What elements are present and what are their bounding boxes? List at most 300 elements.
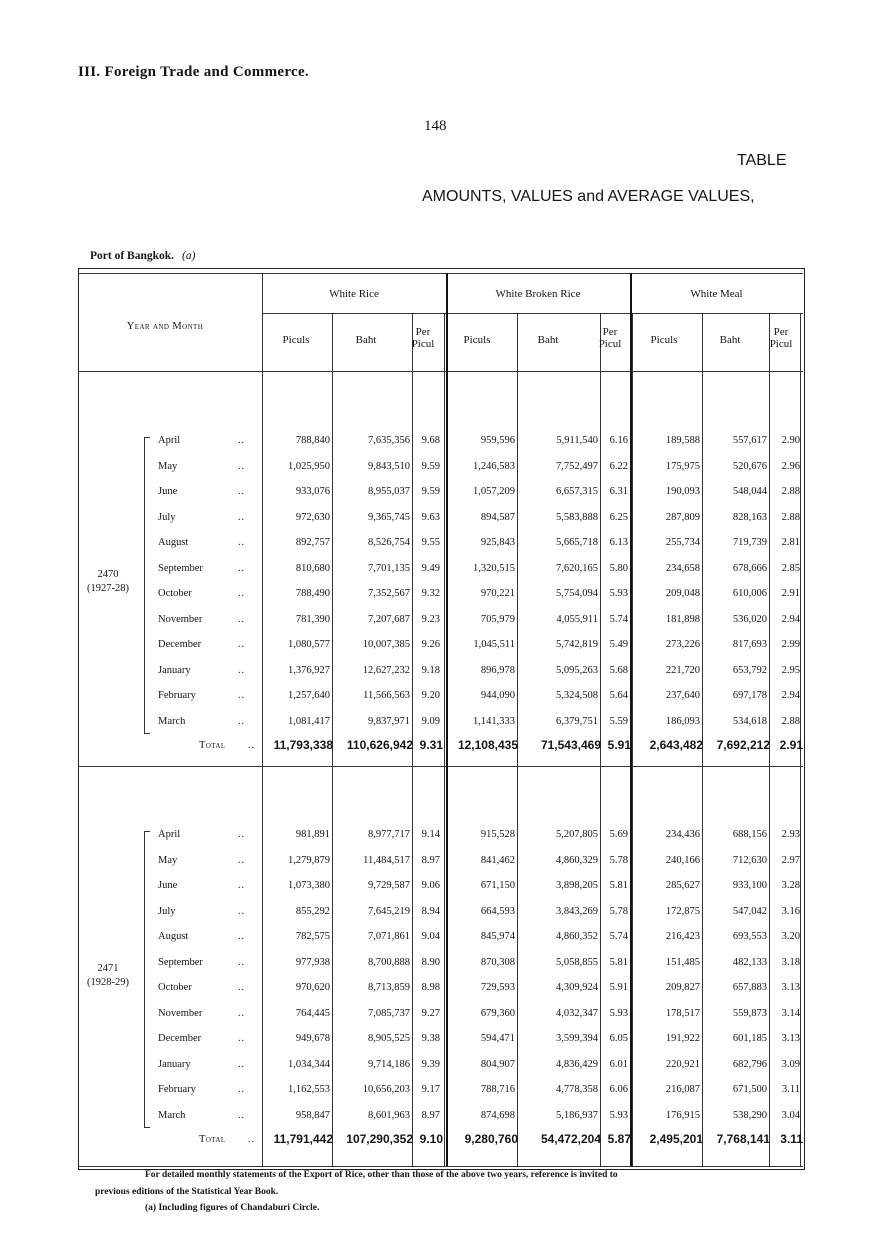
table-cell: 7,701,135 bbox=[368, 562, 410, 574]
table-cell: 1,320,515 bbox=[473, 562, 515, 574]
year-0: 2470 bbox=[97, 569, 119, 581]
table-cell: 9.55 bbox=[421, 537, 440, 548]
year-span-0: (1927-28) bbox=[87, 583, 129, 595]
table-cell: 8,526,754 bbox=[368, 537, 410, 548]
table-cell: 5.74 bbox=[609, 931, 628, 942]
table-cell: 4,860,329 bbox=[556, 854, 598, 866]
table-cell: 5,665,718 bbox=[556, 537, 598, 548]
table-cell: 482,133 bbox=[732, 956, 767, 968]
header-per-picul-5: Per Picul bbox=[598, 326, 622, 350]
total-cell: 11,793,338 bbox=[273, 738, 333, 752]
year-brace-1 bbox=[144, 831, 150, 1128]
month-label: August bbox=[158, 931, 189, 942]
table-cell: 7,645,219 bbox=[368, 905, 410, 917]
table-cell: 216,423 bbox=[665, 931, 700, 942]
table-cell: 273,226 bbox=[665, 639, 700, 650]
table-cell: 9.32 bbox=[421, 588, 440, 599]
table-cell: 557,617 bbox=[732, 435, 767, 446]
month-label: January bbox=[158, 664, 191, 676]
month-label: January bbox=[158, 1058, 191, 1070]
table-cell: 1,376,927 bbox=[288, 664, 330, 676]
table-cell: 176,915 bbox=[665, 1109, 700, 1121]
header-per-picul-8: Per Picul bbox=[769, 326, 793, 350]
leader-dots: .. bbox=[238, 880, 245, 891]
total-cell: 2,643,482 bbox=[649, 738, 703, 752]
month-label: May bbox=[158, 854, 178, 866]
header-sub-7: Baht bbox=[719, 334, 741, 346]
table-cell: 9.20 bbox=[421, 690, 440, 701]
table-cell: 5,058,855 bbox=[556, 956, 598, 968]
table-cell: 9.14 bbox=[421, 829, 440, 840]
table-cell: 538,290 bbox=[732, 1109, 767, 1121]
table-cell: 9.09 bbox=[421, 715, 440, 727]
table-cell: 190,093 bbox=[665, 486, 700, 497]
table-cell: 610,006 bbox=[732, 588, 767, 599]
table-cell: 220,921 bbox=[665, 1058, 700, 1070]
block-divider-rule bbox=[79, 766, 803, 767]
leader-dots: .. bbox=[238, 486, 245, 497]
table-cell: 9,837,971 bbox=[368, 715, 410, 727]
leader-dots: .. bbox=[238, 435, 245, 446]
leader-dots: .. bbox=[238, 1084, 245, 1095]
month-label: August bbox=[158, 537, 189, 548]
table-cell: 970,221 bbox=[480, 588, 515, 599]
table-cell: 5.81 bbox=[609, 880, 628, 891]
table-cell: 6,379,751 bbox=[556, 715, 598, 727]
table-cell: 601,185 bbox=[732, 1033, 767, 1044]
total-label-1: Total bbox=[199, 1134, 226, 1145]
page-number: 148 bbox=[424, 118, 447, 134]
table-cell: 9,729,587 bbox=[368, 880, 410, 891]
leader-dots: .. bbox=[238, 613, 245, 625]
table-cell: 534,618 bbox=[732, 715, 767, 727]
port-name: Port of Bangkok. bbox=[90, 250, 175, 262]
total-cell: 110,626,942 bbox=[346, 738, 413, 752]
header-sub-3: Piculs bbox=[463, 334, 491, 346]
leader-dots: .. bbox=[238, 511, 245, 523]
table-cell: 548,044 bbox=[732, 486, 767, 497]
table-cell: 5.68 bbox=[609, 664, 628, 676]
leader-dots: .. bbox=[238, 1109, 245, 1121]
table-cell: 958,847 bbox=[295, 1109, 330, 1121]
month-label: July bbox=[158, 511, 176, 523]
port-note: (a) bbox=[182, 250, 196, 262]
total-cell: 3.11 bbox=[780, 1132, 803, 1146]
table-cell: 841,462 bbox=[480, 854, 515, 866]
month-label: April bbox=[158, 829, 181, 840]
table-cell: 8,713,859 bbox=[368, 982, 410, 993]
table-cell: 712,630 bbox=[732, 854, 767, 866]
month-label: July bbox=[158, 905, 176, 917]
leader-dots: .. bbox=[238, 1033, 245, 1044]
table-cell: 4,309,924 bbox=[556, 982, 598, 993]
leader-dots: .. bbox=[238, 562, 245, 574]
header-sub-4: Baht bbox=[537, 334, 559, 346]
table-cell: 664,593 bbox=[480, 905, 515, 917]
table-cell: 9,365,745 bbox=[368, 511, 410, 523]
table-cell: 547,042 bbox=[732, 905, 767, 917]
table-cell: 1,246,583 bbox=[473, 460, 515, 472]
table-cell: 892,757 bbox=[295, 537, 330, 548]
table-cell: 2.88 bbox=[781, 511, 800, 523]
table-cell: 693,553 bbox=[732, 931, 767, 942]
leader-dots: .. bbox=[238, 1058, 245, 1070]
table-cell: 7,352,567 bbox=[368, 588, 410, 599]
table-cell: 845,974 bbox=[480, 931, 515, 942]
table-cell: 3.11 bbox=[782, 1084, 800, 1095]
table-cell: 9.18 bbox=[421, 664, 440, 676]
table-cell: 959,596 bbox=[480, 435, 515, 446]
total-cell: 12,108,435 bbox=[457, 738, 518, 752]
table-cell: 7,752,497 bbox=[556, 460, 598, 472]
header-sub-0: Piculs bbox=[282, 334, 310, 346]
table-cell: 1,162,553 bbox=[288, 1084, 330, 1095]
table-cell: 764,445 bbox=[295, 1007, 330, 1019]
month-label: October bbox=[158, 982, 192, 993]
table-cell: 5,324,508 bbox=[556, 690, 598, 701]
table-cell: 4,836,429 bbox=[556, 1058, 598, 1070]
header-group-1: White Broken Rice bbox=[495, 288, 581, 300]
table-cell: 855,292 bbox=[295, 905, 330, 917]
total-cell: 54,472,204 bbox=[540, 1132, 601, 1146]
table-cell: 10,656,203 bbox=[362, 1084, 410, 1095]
header-group-2: White Meal bbox=[690, 288, 743, 300]
month-label: February bbox=[158, 1084, 196, 1095]
table-cell: 828,163 bbox=[732, 511, 767, 523]
table-cell: 8,601,963 bbox=[368, 1109, 410, 1121]
table-cell: 1,034,344 bbox=[288, 1058, 330, 1070]
total-cell: 2.91 bbox=[779, 738, 803, 752]
table-cell: 3.20 bbox=[781, 931, 800, 942]
table-cell: 7,620,165 bbox=[556, 562, 598, 574]
table-cell: 3.14 bbox=[781, 1007, 800, 1019]
table-cell: 2.85 bbox=[781, 562, 800, 574]
table-cell: 981,891 bbox=[295, 829, 330, 840]
table-cell: 5,911,540 bbox=[556, 435, 598, 446]
table-cell: 9.38 bbox=[421, 1033, 440, 1044]
table-cell: 5.78 bbox=[609, 905, 628, 917]
table-cell: 2.88 bbox=[781, 715, 800, 727]
group-rule bbox=[262, 313, 803, 314]
table-cell: 2.94 bbox=[781, 613, 800, 625]
table-cell: 7,635,356 bbox=[368, 435, 410, 446]
table-cell: 2.91 bbox=[781, 588, 800, 599]
table-cell: 7,071,861 bbox=[368, 931, 410, 942]
table-cell: 5.80 bbox=[609, 562, 628, 574]
year-span-1: (1928-29) bbox=[87, 977, 129, 989]
table-cell: 5.59 bbox=[609, 715, 628, 727]
table-cell: 2.96 bbox=[781, 460, 800, 472]
table-cell: 4,055,911 bbox=[556, 613, 598, 625]
table-cell: 9.63 bbox=[421, 511, 440, 523]
table-cell: 9.59 bbox=[421, 486, 440, 497]
table-cell: 240,166 bbox=[665, 854, 700, 866]
table-cell: 970,620 bbox=[295, 982, 330, 993]
table-cell: 9,843,510 bbox=[368, 460, 410, 472]
leader-dots: .. bbox=[238, 537, 245, 548]
table-cell: 3,898,205 bbox=[556, 880, 598, 891]
leader-dots: .. bbox=[238, 460, 245, 472]
table-cell: 5,754,094 bbox=[556, 588, 598, 599]
table-cell: 7,207,687 bbox=[368, 613, 410, 625]
table-cell: 237,640 bbox=[665, 690, 700, 701]
table-cell: 972,630 bbox=[295, 511, 330, 523]
table-title: AMOUNTS, VALUES and AVERAGE VALUES, bbox=[422, 188, 755, 205]
table-cell: 285,627 bbox=[665, 880, 700, 891]
month-label: November bbox=[158, 1007, 203, 1019]
table-cell: 3.16 bbox=[781, 905, 800, 917]
leader-dots: .. bbox=[238, 1007, 245, 1019]
table-cell: 781,390 bbox=[295, 613, 330, 625]
table-cell: 594,471 bbox=[480, 1033, 515, 1044]
month-label: November bbox=[158, 613, 203, 625]
total-cell: 107,290,352 bbox=[346, 1132, 413, 1146]
table-cell: 5,742,819 bbox=[556, 639, 598, 650]
month-label: February bbox=[158, 690, 196, 701]
table-cell: 2.88 bbox=[781, 486, 800, 497]
table-cell: 2.99 bbox=[781, 639, 800, 650]
table-cell: 4,860,352 bbox=[556, 931, 598, 942]
table-cell: 559,873 bbox=[732, 1007, 767, 1019]
table-cell: 682,796 bbox=[732, 1058, 767, 1070]
table-cell: 671,500 bbox=[732, 1084, 767, 1095]
table-cell: 3.13 bbox=[781, 982, 800, 993]
table-cell: 191,922 bbox=[665, 1033, 700, 1044]
table-cell: 3.04 bbox=[781, 1109, 800, 1121]
month-label: April bbox=[158, 435, 181, 446]
table-cell: 2.94 bbox=[781, 690, 800, 701]
month-label: October bbox=[158, 588, 192, 599]
table-cell: 5.81 bbox=[609, 956, 628, 968]
total-cell: 2,495,201 bbox=[649, 1132, 703, 1146]
table-cell: 10,007,385 bbox=[362, 639, 410, 650]
table-cell: 5.74 bbox=[609, 613, 628, 625]
leader-dots: .. bbox=[238, 690, 245, 701]
table-cell: 6.31 bbox=[609, 486, 628, 497]
table-cell: 6.05 bbox=[609, 1033, 628, 1044]
table-cell: 933,076 bbox=[295, 486, 330, 497]
table-cell: 933,100 bbox=[732, 880, 767, 891]
table-cell: 175,975 bbox=[665, 460, 700, 472]
header-per-picul-2: Per Picul bbox=[411, 326, 435, 350]
table-cell: 9.26 bbox=[421, 639, 440, 650]
leader-dots: .. bbox=[238, 639, 245, 650]
footnote-line-1: For detailed monthly statements of the Export of Rice, other than those of the above two years, reference is invited to bbox=[145, 1170, 618, 1180]
month-label: December bbox=[158, 639, 202, 650]
table-cell: 8,955,037 bbox=[368, 486, 410, 497]
table-cell: 1,025,950 bbox=[288, 460, 330, 472]
table-cell: 1,141,333 bbox=[473, 715, 515, 727]
table-cell: 705,979 bbox=[480, 613, 515, 625]
table-cell: 925,843 bbox=[480, 537, 515, 548]
total-cell: 7,768,141 bbox=[716, 1132, 770, 1146]
header-top-rule bbox=[79, 273, 803, 274]
table-cell: 977,938 bbox=[295, 956, 330, 968]
table-cell: 5.93 bbox=[609, 1109, 628, 1121]
footnote-line-2: previous editions of the Statistical Year Book. bbox=[95, 1187, 279, 1197]
leader-dots: .. bbox=[238, 931, 245, 942]
table-cell: 679,360 bbox=[480, 1007, 515, 1019]
table-cell: 189,588 bbox=[665, 435, 700, 446]
table-cell: 944,090 bbox=[480, 690, 515, 701]
section-title: III. Foreign Trade and Commerce. bbox=[78, 64, 309, 80]
table-cell: 3,599,394 bbox=[556, 1033, 598, 1044]
table-cell: 653,792 bbox=[732, 664, 767, 676]
table-cell: 5,095,263 bbox=[556, 664, 598, 676]
port-heading bbox=[90, 250, 195, 262]
table-cell: 5.69 bbox=[609, 829, 628, 840]
table-cell: 5.93 bbox=[609, 588, 628, 599]
table-cell: 657,883 bbox=[732, 982, 767, 993]
table-cell: 788,840 bbox=[295, 435, 330, 446]
table-cell: 2.90 bbox=[781, 435, 800, 446]
table-cell: 11,566,563 bbox=[363, 690, 410, 701]
table-cell: 3.13 bbox=[781, 1033, 800, 1044]
table-cell: 6.01 bbox=[609, 1058, 628, 1070]
table-cell: 8,700,888 bbox=[368, 956, 410, 968]
table-cell: 5.78 bbox=[609, 854, 628, 866]
table-cell: 804,907 bbox=[480, 1058, 515, 1070]
table-cell: 6.16 bbox=[609, 435, 628, 446]
total-cell: 7,692,212 bbox=[716, 738, 770, 752]
table-cell: 11,484,517 bbox=[363, 854, 410, 866]
header-year-month: Year and Month bbox=[126, 321, 204, 332]
month-label: May bbox=[158, 460, 178, 472]
col-rule-pp-1 bbox=[632, 313, 633, 1166]
table-cell: 9.04 bbox=[421, 931, 440, 942]
table-cell: 9.39 bbox=[421, 1058, 440, 1070]
table-cell: 678,666 bbox=[732, 562, 767, 574]
table-cell: 6.22 bbox=[609, 460, 628, 472]
table-bottom-rule bbox=[79, 1166, 803, 1167]
table-cell: 788,490 bbox=[295, 588, 330, 599]
table-cell: 8.90 bbox=[421, 956, 440, 968]
table-cell: 688,156 bbox=[732, 829, 767, 840]
year-brace-0 bbox=[144, 437, 150, 734]
month-label: June bbox=[158, 880, 178, 891]
table-cell: 8,977,717 bbox=[368, 829, 410, 840]
total-label-0: Total bbox=[199, 740, 226, 751]
table-cell: 9.17 bbox=[421, 1084, 440, 1095]
table-cell: 5,186,937 bbox=[556, 1109, 598, 1121]
table-cell: 5,207,805 bbox=[556, 829, 598, 840]
table-cell: 536,020 bbox=[732, 613, 767, 625]
footnote-line-3: (a) Including figures of Chandaburi Circle. bbox=[145, 1203, 320, 1213]
header-group-0: White Rice bbox=[329, 288, 379, 300]
table-cell: 234,436 bbox=[665, 829, 700, 840]
table-cell: 209,048 bbox=[665, 588, 700, 599]
table-cell: 5.49 bbox=[609, 639, 628, 650]
table-cell: 9.27 bbox=[421, 1007, 440, 1019]
header-sub-6: Piculs bbox=[650, 334, 678, 346]
table-cell: 9.23 bbox=[421, 613, 440, 625]
table-cell: 810,680 bbox=[295, 562, 330, 574]
table-cell: 172,875 bbox=[665, 905, 700, 917]
table-cell: 1,081,417 bbox=[288, 715, 330, 727]
table-cell: 186,093 bbox=[665, 715, 700, 727]
table-cell: 9.06 bbox=[421, 880, 440, 891]
table-cell: 697,178 bbox=[732, 690, 767, 701]
table-cell: 1,057,209 bbox=[473, 486, 515, 497]
table-cell: 209,827 bbox=[665, 982, 700, 993]
table-cell: 9,714,186 bbox=[368, 1058, 410, 1070]
month-label: March bbox=[158, 1109, 186, 1121]
table-cell: 151,485 bbox=[665, 956, 700, 968]
table-cell: 8,905,525 bbox=[368, 1033, 410, 1044]
month-label: September bbox=[158, 562, 203, 574]
table-cell: 4,778,358 bbox=[556, 1084, 598, 1095]
table-cell: 894,587 bbox=[480, 511, 515, 523]
table-cell: 8.97 bbox=[421, 1109, 440, 1121]
table-cell: 6.06 bbox=[609, 1084, 628, 1095]
table-cell: 896,978 bbox=[480, 664, 515, 676]
leader-dots: .. bbox=[238, 715, 245, 727]
table-cell: 6.25 bbox=[609, 511, 628, 523]
table-cell: 8.97 bbox=[421, 854, 440, 866]
table-cell: 1,257,640 bbox=[288, 690, 330, 701]
table-cell: 5,583,888 bbox=[556, 511, 598, 523]
table-cell: 8.98 bbox=[421, 982, 440, 993]
table-cell: 3.28 bbox=[781, 880, 800, 891]
table-cell: 2.93 bbox=[781, 829, 800, 840]
table-cell: 782,575 bbox=[295, 931, 330, 942]
table-cell: 719,739 bbox=[732, 537, 767, 548]
table-cell: 3,843,269 bbox=[556, 905, 598, 917]
leader-dots: .. bbox=[238, 664, 245, 676]
table-cell: 4,032,347 bbox=[556, 1007, 598, 1019]
total-cell: 9,280,760 bbox=[464, 1132, 518, 1146]
table-label: TABLE bbox=[737, 152, 787, 169]
month-label: September bbox=[158, 956, 203, 968]
year-1: 2471 bbox=[97, 963, 119, 975]
table-cell: 216,087 bbox=[665, 1084, 700, 1095]
total-cell: 9.31 bbox=[419, 738, 443, 752]
table-cell: 1,279,879 bbox=[288, 854, 330, 866]
leader-dots: .. bbox=[238, 905, 245, 917]
table-cell: 3.18 bbox=[781, 956, 800, 968]
table-cell: 221,720 bbox=[665, 664, 700, 676]
table-cell: 7,085,737 bbox=[368, 1007, 410, 1019]
table-cell: 1,080,577 bbox=[288, 639, 330, 650]
table-cell: 5.64 bbox=[609, 690, 628, 701]
table-cell: 287,809 bbox=[665, 511, 700, 523]
table-cell: 9.49 bbox=[421, 562, 440, 574]
total-cell: 5.91 bbox=[607, 738, 631, 752]
table-cell: 520,676 bbox=[732, 460, 767, 472]
table-cell: 5.91 bbox=[609, 982, 628, 993]
table-cell: 729,593 bbox=[480, 982, 515, 993]
total-cell: 71,543,469 bbox=[540, 738, 601, 752]
table-cell: 6.13 bbox=[609, 537, 628, 548]
table-cell: 178,517 bbox=[665, 1007, 700, 1019]
month-label: June bbox=[158, 486, 178, 497]
table-cell: 255,734 bbox=[665, 537, 700, 548]
table-cell: 817,693 bbox=[732, 639, 767, 650]
table-cell: 1,045,511 bbox=[473, 639, 515, 650]
table-cell: 1,073,380 bbox=[288, 880, 330, 891]
table-cell: 9.68 bbox=[421, 435, 440, 446]
table-cell: 181,898 bbox=[665, 613, 700, 625]
table-cell: 949,678 bbox=[295, 1033, 330, 1044]
month-label: December bbox=[158, 1033, 202, 1044]
table-cell: 671,150 bbox=[480, 880, 515, 891]
table-cell: 234,658 bbox=[665, 562, 700, 574]
table-cell: 870,308 bbox=[480, 956, 515, 968]
table-cell: 874,698 bbox=[480, 1109, 515, 1121]
leader-dots: .. bbox=[248, 1134, 255, 1145]
table-cell: 8.94 bbox=[421, 905, 440, 917]
month-label: March bbox=[158, 715, 186, 727]
